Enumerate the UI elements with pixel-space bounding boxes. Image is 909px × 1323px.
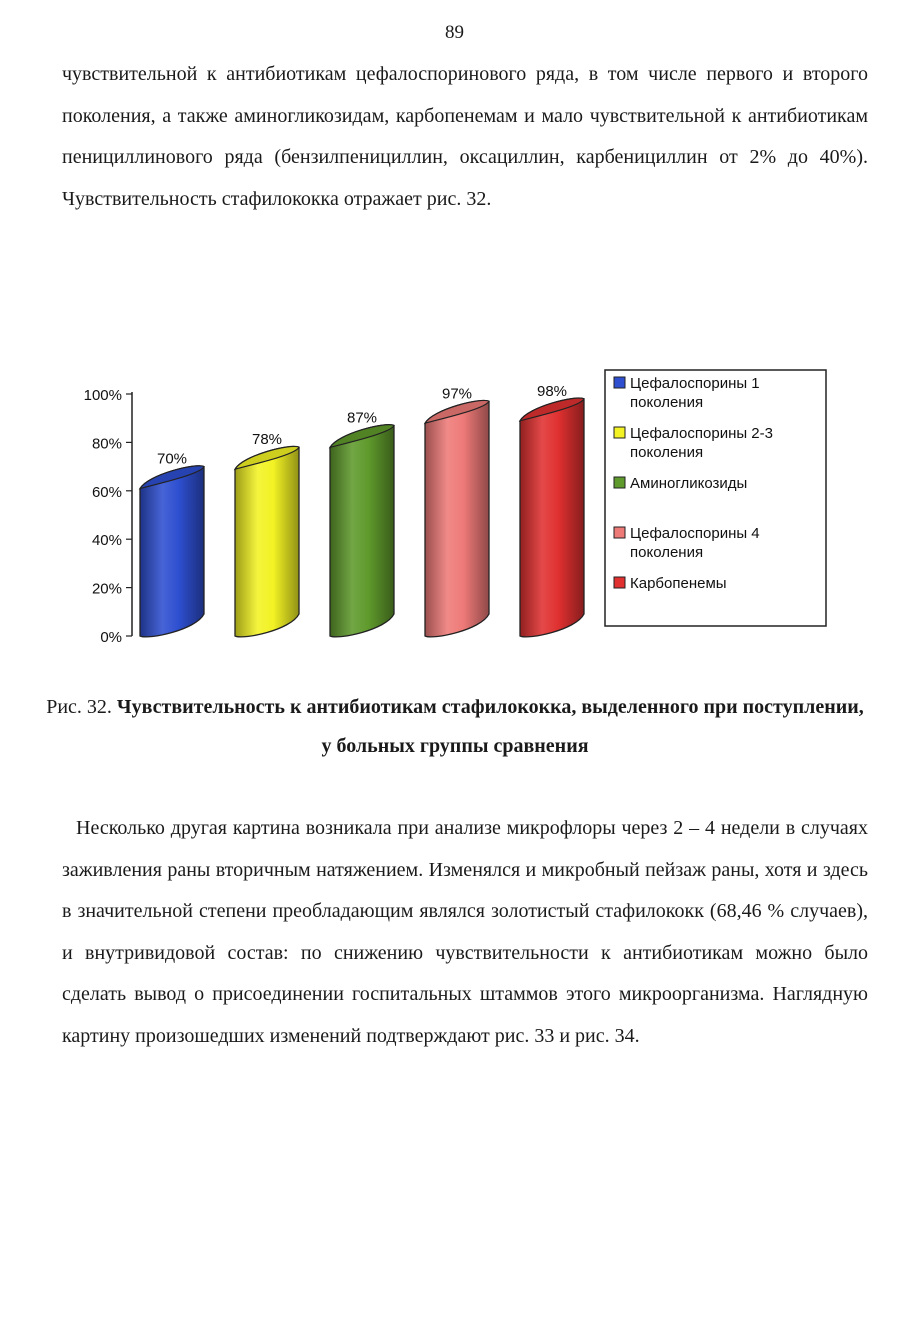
paragraph-main: Несколько другая картина возникала при анализе микрофлоры через 2 – 4 недели в случаях заживления раны вторичным натяжением. Изменялся и микробный пейзаж раны, хотя и здесь в значительной степени преобладающим являлся золотистый стафилококк (68,46 % случаев), и внутривидовой состав: по снижению чувствительности к антибиотикам можно было сделать вывод о присоединении госпитальных штаммов этого микроорганизма. Наглядную картину произошедших изменений подтверждают рис. 33 и рис. 34.: [62, 817, 868, 1047]
paragraph-intro: чувствительной к антибиотикам цефалоспоринового ряда, в том числе первого и второго поколения, а также аминогликозидам, карбопенемам и мало чувствительной к антибиотикам пенициллинового ряда (бензилпенициллин, оксациллин, карбенициллин от 2% до 40%). Чувствительность стафилококка отражает рис. 32.: [62, 63, 868, 210]
legend-label: Цефалоспорины 1: [630, 375, 760, 392]
legend-label: поколения: [630, 544, 704, 561]
y-tick-label: 40%: [91, 532, 122, 550]
y-tick-label: 80%: [91, 435, 122, 453]
legend-label: Цефалоспорины 4: [630, 525, 760, 542]
bars-group: [140, 383, 584, 637]
bar-data-label: 70%: [156, 450, 188, 468]
legend-label: Карбопенемы: [630, 575, 727, 592]
legend-swatch: [614, 527, 625, 538]
figure-caption: [40, 688, 870, 766]
y-tick-label: 100%: [83, 387, 122, 404]
legend-label: поколения: [630, 444, 704, 461]
y-tick-label: 60%: [91, 483, 122, 501]
legend-swatch: [614, 477, 625, 488]
legend-swatch: [614, 427, 625, 438]
legend-swatch: [614, 377, 625, 388]
legend-item: [614, 575, 727, 592]
y-tick-label: 20%: [91, 580, 122, 598]
y-tick-group: [84, 387, 132, 646]
legend-label: Аминогликозиды: [630, 475, 748, 492]
bar-cylinder: [425, 385, 489, 637]
bar-data-label: 98%: [536, 382, 568, 400]
caption-title: Чувствительность к антибиотикам стафилококка, выделенного при поступлении, у больных группы сравнения: [116, 696, 864, 757]
bar-cylinder: [235, 431, 299, 637]
bar-data-label: 78%: [251, 431, 283, 449]
y-axis: [84, 387, 132, 646]
caption-lead: Рис. 32.: [46, 696, 117, 718]
sensitivity-chart: [0, 310, 909, 655]
legend-item: [614, 475, 747, 492]
legend-label: поколения: [630, 394, 704, 411]
bar-body: [235, 446, 299, 636]
bar-cylinder: [140, 451, 204, 637]
y-tick-label: 0%: [100, 629, 122, 646]
legend: [605, 370, 826, 626]
legend-label: Цефалоспорины 2-3: [630, 425, 773, 442]
bar-data-label: 97%: [441, 385, 473, 403]
bar-body: [520, 398, 584, 637]
bar-body: [140, 466, 204, 637]
legend-swatch: [614, 577, 625, 588]
bar-body: [330, 425, 394, 637]
bar-body: [425, 400, 489, 636]
bar-cylinder: [520, 383, 584, 637]
bar-cylinder: [330, 409, 394, 636]
bar-data-label: 87%: [346, 409, 378, 427]
page-number: 89: [445, 22, 464, 43]
